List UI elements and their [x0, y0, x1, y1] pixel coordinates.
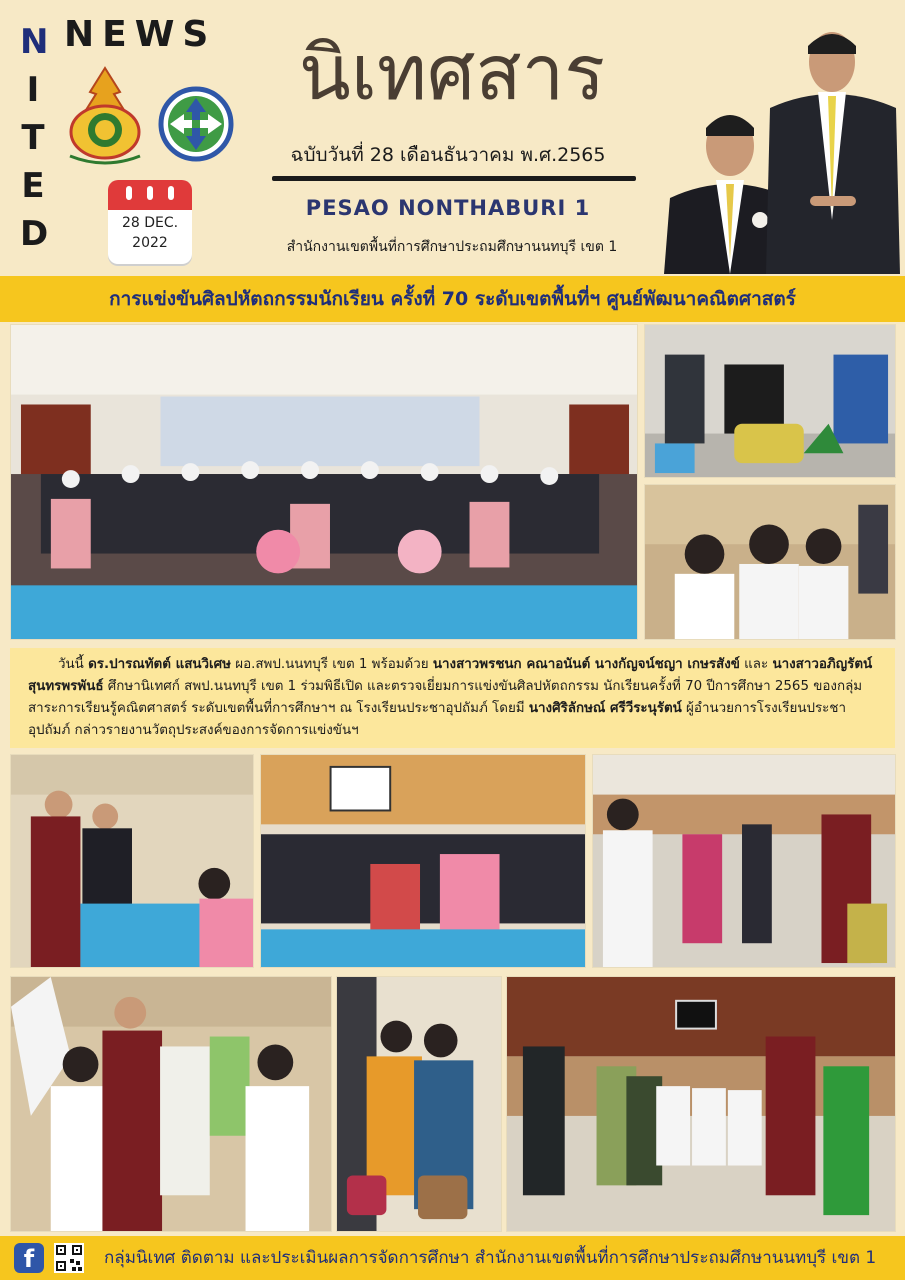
footer-bar — [0, 1236, 905, 1280]
facebook-icon[interactable]: f — [14, 1243, 44, 1273]
exhibition-photo — [644, 324, 896, 478]
office-name-th: สำนักงานเขตพื้นที่การศึกษาประถมศึกษานนทบุรี เขต 1 — [286, 239, 618, 255]
obec-logo-icon — [62, 64, 148, 170]
winners-photo — [10, 976, 332, 1232]
vertical-letter: E — [21, 166, 45, 206]
vertical-letter: N — [20, 22, 49, 62]
issue-date: ฉบับวันที่ 28 เดือนธันวาคม พ.ศ.2565 — [290, 144, 606, 166]
audience-photo — [260, 754, 586, 968]
supervisors-photo — [336, 976, 502, 1232]
calendar-icon — [108, 180, 192, 264]
visit-photo — [592, 754, 896, 968]
closing-photo — [506, 976, 896, 1232]
vertical-letter: I — [26, 70, 40, 110]
students-photo — [644, 484, 896, 640]
qr-code-icon[interactable] — [54, 1243, 84, 1273]
calendar-date: 28 DEC. — [121, 215, 179, 231]
person-name: นางสาวพรชนก คณาอนันต์ นางกัญจน์ชญา เกษรสังข์ — [432, 657, 740, 672]
vertical-letter: D — [20, 214, 49, 254]
footer-text: กลุ่มนิเทศ ติดตาม และประเมินผลการจัดการศึกษา สำนักงานเขตพื้นที่การศึกษาประถมศึกษานนทบุรี เขต 1 — [104, 1248, 877, 1268]
circle-arrows-logo-icon — [158, 86, 234, 162]
judging-photo — [10, 754, 254, 968]
newsletter-title: นิเทศสาร — [298, 28, 606, 117]
office-name-en: PESAO NONTHABURI 1 — [305, 196, 591, 220]
vertical-letter: T — [21, 118, 45, 158]
calendar-year: 2022 — [132, 235, 168, 251]
headline-text: การแข่งขันศิลปหัตถกรรมนักเรียน ครั้งที่ 70 ระดับเขตพื้นที่ฯ ศูนย์พัฒนาคณิตศาสตร์ — [109, 288, 796, 310]
officials-portrait — [660, 20, 905, 274]
news-word: NEWS — [64, 14, 217, 55]
description-paragraph: วันนี้ ดร.ปารณทัตต์ แสนวิเศษ ผอ.สพป.นนทบุรี เขต 1 พร้อมด้วย นางสาวพรชนก คณาอนันต์ นางกัญจน์ชญา เกษรสังข์ และ นางสาวอภิญรัตน์ สุนทรพรพันธ์ ศึกษานิเทศก์ สพป.นนทบุรี เขต 1 ร่วมพิธีเปิด และตรวจเยี่ยมการแข่งขันศิลปหัตถกรรม นักเรียนครั้งที่ 70 ปีการศึกษา 2565 ของกลุ่มสาระการเรียนรู้คณิตศาสตร์ ระดับเขตพื้นที่การศึกษาฯ ณ โรงเรียนประชาอุปถัมภ์ โดยมี นางศิริลักษณ์ ศรีวีระนุรัตน์ ผู้อำนวยการโรงเรียนประชาอุปถัมภ์ กล่าวรายงานวัตถุประสงค์ของการจัดการแข่งขันฯ — [28, 657, 873, 738]
divider — [272, 176, 636, 181]
group-photo — [10, 324, 638, 640]
person-name: ดร.ปารณทัตต์ แสนวิเศษ — [88, 657, 231, 672]
headline-banner — [0, 276, 905, 322]
person-name: นางศิริลักษณ์ ศรีวีระนุรัตน์ — [528, 701, 682, 716]
vertical-nited-word — [20, 18, 49, 258]
description-box — [10, 648, 895, 748]
person-name: นางสาวอภิญรัตน์ สุนทรพรพันธ์ — [28, 657, 873, 694]
